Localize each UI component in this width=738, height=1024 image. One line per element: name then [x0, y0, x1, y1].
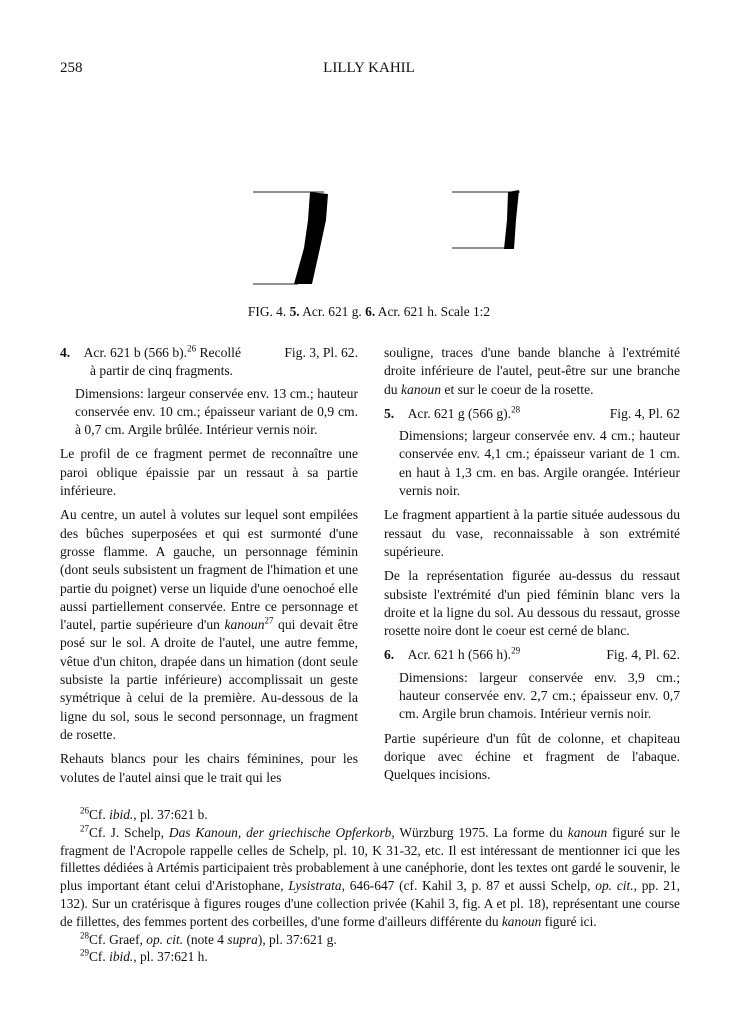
- footnote-27: $^{27}$Cf. J. Schelp, Das Kanoun, der griechische Opferkorb, Würzburg 1975. La forme du kanoun figuré sur le fragment de l'Acropole rappelle celles de Schelp, pl. 10, K 31-32, etc. Il est intéressant de mentionner ici que les fillettes dédiées à Artémis participaient très probablement à une canéphorie, dont les textes ont gardé le souvenir, le plus important étant celui d'Aristophane, Lysistrata, 646-647 (cf. Kahil 3, p. 87 et aussi Schelp, op. cit., pp. 21, 132). Sur un cratérisque à figures rouges d'une collection privée (Kahil 3, fig. A et pl. 18), représentant une course de fillettes, des femmes portent des corbeilles, d'une forme d'ailleurs différente du kanoun figuré ici.: [60, 823, 680, 929]
- item-6-title: Acr. 621 h (566 h).: [407, 647, 512, 663]
- caption-6-text: Acr. 621 h. Scale 1:2: [377, 304, 491, 319]
- figure-profiles: [250, 180, 540, 290]
- item-5-title: Acr. 621 g (566 g).: [407, 405, 512, 421]
- footnote-28: $^{28}$Cf. Graef, op. cit. (note 4 supra), pl. 37:621 g.: [80, 930, 337, 947]
- page-number: 258: [60, 60, 83, 76]
- item-6-dimensions: Dimensions: largeur conservée env. 3,9 cm.; hauteur conservée env. 2,7 cm.; épaisseur env. 0,7 cm. Argile brun chamois. Intérieur vernis noir.: [399, 669, 680, 722]
- paragraph-fragment: Le fragment appartient à la partie située audessous du ressaut du vase, reconnaissable à son extrémité supérieure.: [384, 507, 680, 559]
- footnote-ref-29: 29: [511, 645, 521, 656]
- profile-fig5: [253, 192, 328, 284]
- item-4-dimensions: Dimensions: largeur conservée env. 13 cm.; hauteur conservée env. 10 cm.; épaisseur variant de 0,9 cm. à 0,7 cm. Argile brûlée. Intérieur vernis noir.: [75, 385, 358, 438]
- paragraph-column: Partie supérieure d'un fût de colonne, et chapiteau dorique avec échine et fragment de l'abaque. Quelques incisions.: [384, 730, 680, 783]
- footnote-29: $^{29}$Cf. ibid., pl. 37:621 h.: [80, 947, 208, 965]
- item-4-title-tail: Recollé: [199, 345, 241, 360]
- footnote-ref-27: 27: [264, 615, 274, 626]
- paragraph-profile: Le profil de ce fragment permet de reconnaître une paroi oblique épaissie par un ressaut à sa partie inférieure.: [60, 446, 358, 499]
- paragraph-continuation: souligne, traces d'une bande blanche à l'extrémité droite inférieure de l'autel, peut-être sur une branche du kanoun et sur le coeur de la rosette.: [384, 345, 680, 397]
- caption-5-text: Acr. 621 g.: [302, 304, 362, 319]
- caption-prefix: FIG. 4.: [247, 304, 287, 319]
- footnotes: [60, 806, 680, 966]
- footnote-26: $^{26}$Cf. ibid., pl. 37:621 b.: [80, 805, 208, 822]
- figure-caption: [0, 304, 738, 320]
- caption-6-num: 6.: [365, 304, 376, 319]
- caption-5-num: 5.: [289, 304, 300, 319]
- item-4-title: Acr. 621 b (566 b).: [83, 345, 188, 360]
- item-5-fig-ref: Fig. 4, Pl. 62: [609, 405, 680, 421]
- item-4-number: 4.: [60, 345, 71, 360]
- item-4-fig-ref: Fig. 3, Pl. 62.: [284, 345, 358, 360]
- item-4-title-line2: à partir de cinq fragments.: [90, 363, 234, 379]
- footnote-ref-26: 26: [187, 343, 197, 354]
- item-6-number: 6.: [384, 647, 395, 663]
- item-4-heading: [60, 344, 358, 381]
- right-column: [384, 344, 680, 791]
- footnote-ref-28: 28: [511, 404, 521, 415]
- paragraph-representation: De la représentation figurée au-dessus du ressaut subsiste l'extrémité d'un pied féminin blanc vers la droite et la ligne du sol. Au dessous du ressaut, grosse rosette noire dont le coeur est cerné de blanc.: [384, 568, 680, 639]
- item-5-number: 5.: [384, 405, 395, 421]
- profile-fig6: [452, 190, 520, 249]
- paragraph-rehauts: Rehauts blancs pour les chairs féminines, pour les volutes de l'autel ainsi que le trait qui les: [60, 751, 358, 785]
- item-5-heading: [384, 405, 680, 423]
- running-title: LILLY KAHIL: [323, 60, 415, 76]
- paragraph-centre: Au centre, un autel à volutes sur lequel sont empilées des bûches superposées et qui est surmonté d'une grosse flamme. A gauche, un personnage féminin (dont seuls subsistent un fragment de l'himation et une partie du poignet) verse un liquide d'une oenochoé elle aussi partiellement conservée. Entre ce personnage et l'autel, partie supérieure d'un kanoun$^{27}$ qui devait être posé sur le sol. A droite de l'autel, une autre femme, vêtue d'un chiton, drapée dans un himation (dont seule subsiste la partie inférieure) accomplissait un geste symétrique à celui de la première. Au-dessous de la ligne du sol, sous le second personnage, un fragment de rosette.: [60, 507, 358, 742]
- left-column: [60, 344, 358, 793]
- item-6-fig-ref: Fig. 4, Pl. 62.: [606, 647, 680, 663]
- item-5-dimensions: Dimensions; largeur conservée env. 4 cm.; hauteur conservée env. 4,1 cm.; épaisseur variant de 1 cm. en haut à 1,3 cm. en bas. Argile orangée. Intérieur vernis noir.: [399, 428, 680, 499]
- item-6-heading: [384, 646, 680, 664]
